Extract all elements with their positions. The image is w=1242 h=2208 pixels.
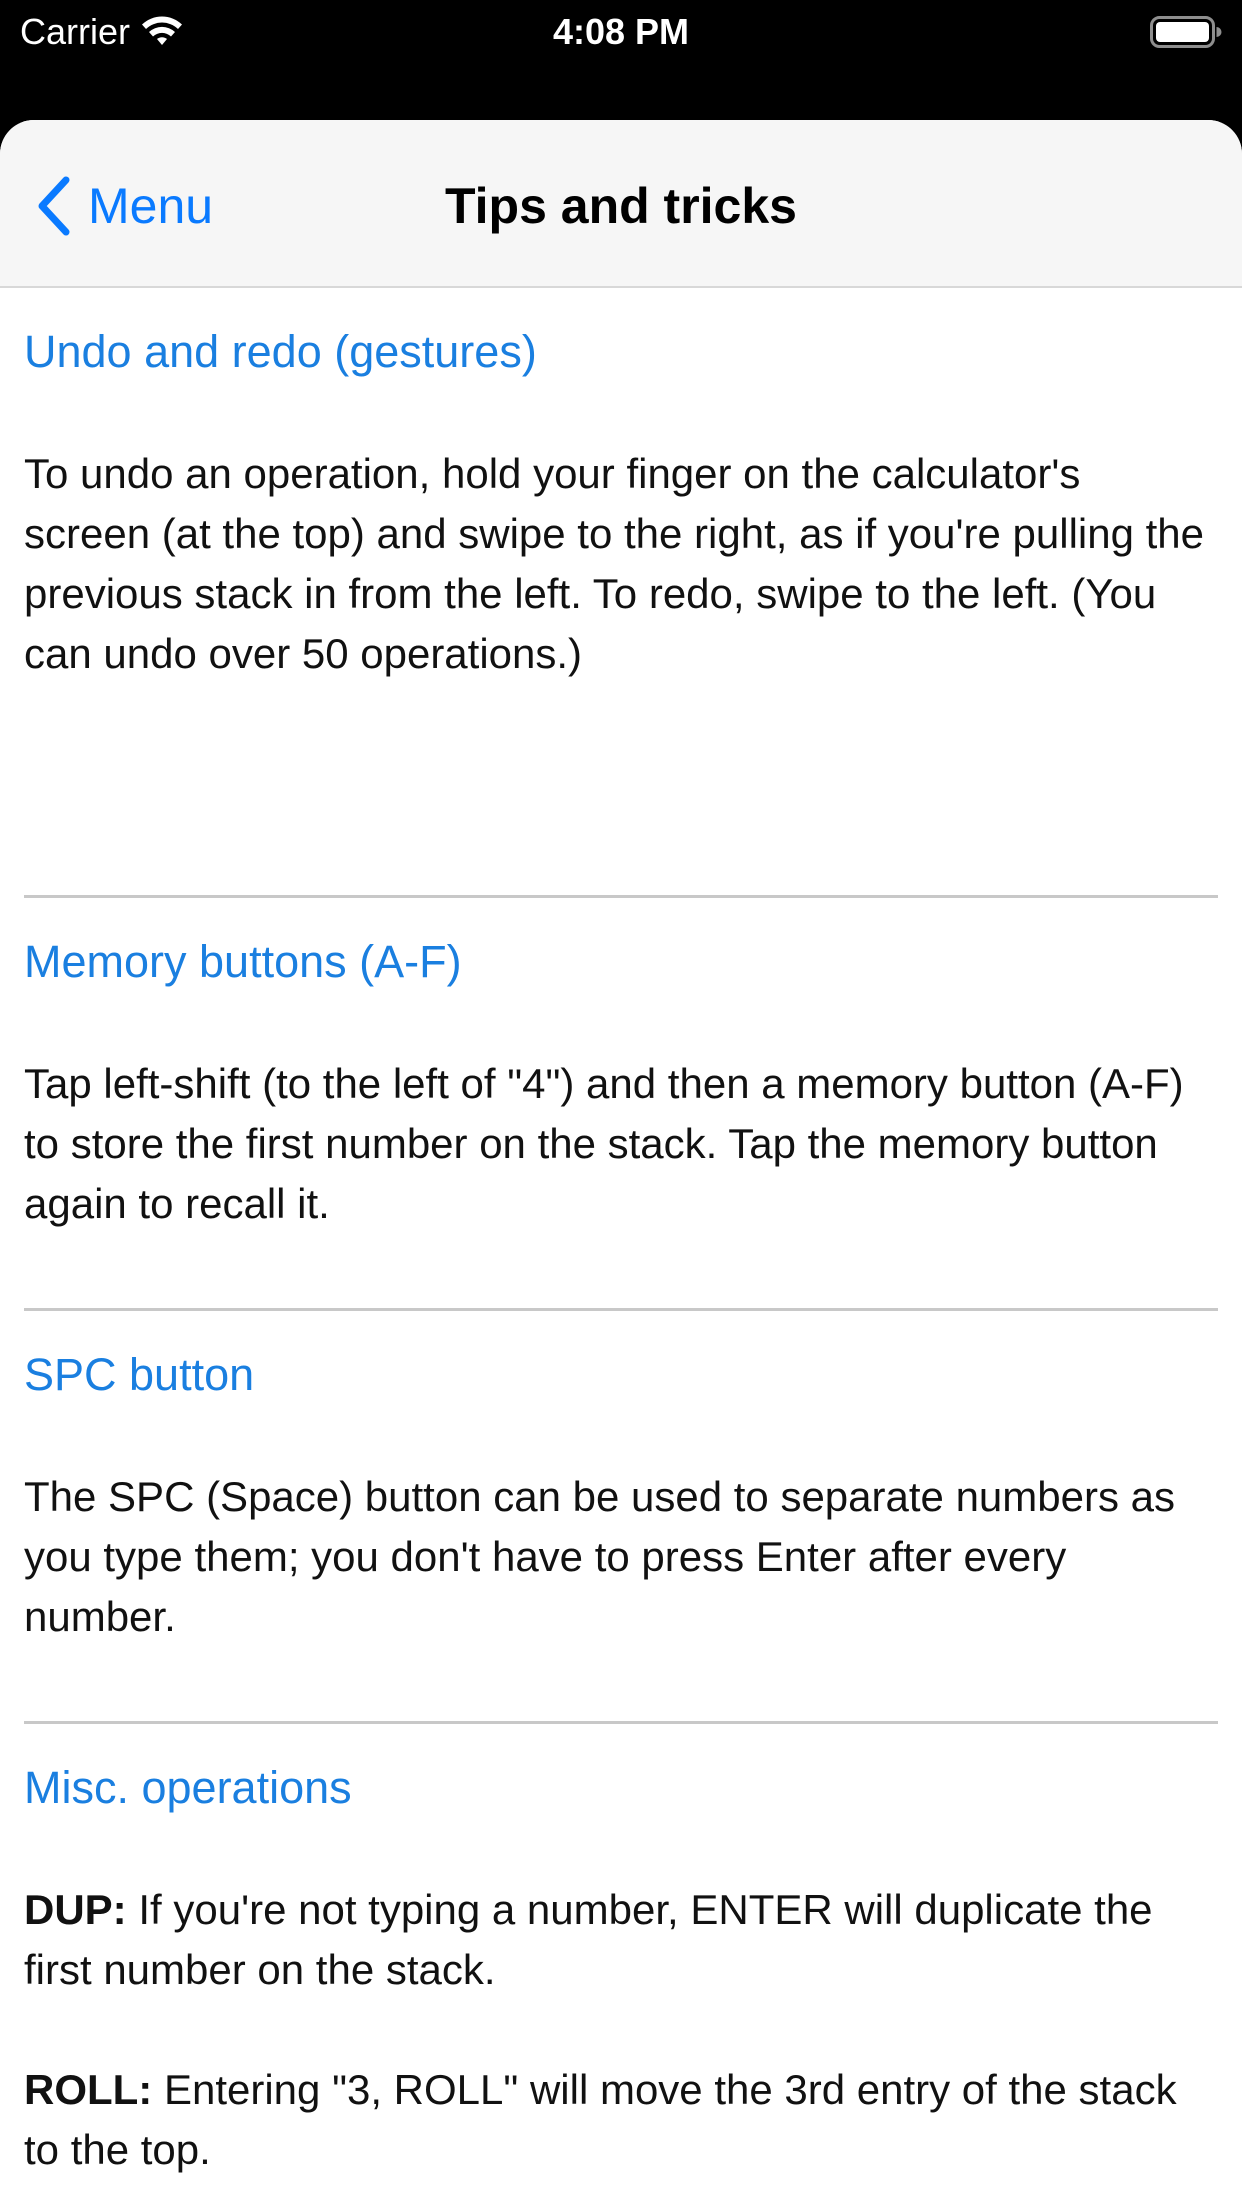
tip-section-undo-redo (24, 288, 1218, 898)
section-heading: Memory buttons (A-F) (24, 936, 462, 987)
back-button-label: Menu (88, 178, 214, 234)
tip-text: If you're not typing a number, ENTER will duplicate the first number on the stack. (24, 1886, 1153, 1993)
section-body (24, 1818, 1218, 2180)
tip-item-dup (24, 1880, 1218, 2000)
status-time: 4:08 PM (552, 11, 690, 52)
status-bar (0, 0, 1242, 120)
section-heading: Misc. operations (24, 1762, 352, 1813)
section-body: The SPC (Space) button can be used to separate numbers as you type them; you don't have to press Enter after every number. (24, 1473, 1176, 1640)
tips-sheet (0, 120, 1242, 2208)
tip-item-roll (24, 2060, 1218, 2180)
tip-section-misc-operations (24, 1724, 1218, 2208)
section-body: To undo an operation, hold your finger on the calculator's screen (at the top) and swipe to the right, as if you're pulling the previous stack in from the left. To redo, swipe to the left. (You can undo over 50 operations.) (24, 450, 1205, 677)
tip-section-memory-buttons (24, 898, 1218, 1311)
tip-section-spc-button (24, 1311, 1218, 1724)
section-body: Tap left-shift (to the left of "4") and then a memory button (A-F) to store the first number on the stack. Tap the memory button again to recall it. (24, 1060, 1184, 1227)
carrier-label: Carrier (20, 11, 131, 52)
tip-term: DUP: (24, 1886, 127, 1933)
battery-icon (1150, 16, 1222, 48)
tip-term: ROLL: (24, 2066, 153, 2113)
navigation-bar (0, 120, 1242, 288)
tip-text: Entering "3, ROLL" will move the 3rd entry of the stack to the top. (24, 2066, 1177, 2173)
page-title: Tips and tricks (445, 178, 797, 234)
section-heading: Undo and redo (gestures) (24, 326, 537, 377)
tips-content[interactable] (0, 288, 1242, 2208)
section-heading: SPC button (24, 1349, 255, 1400)
